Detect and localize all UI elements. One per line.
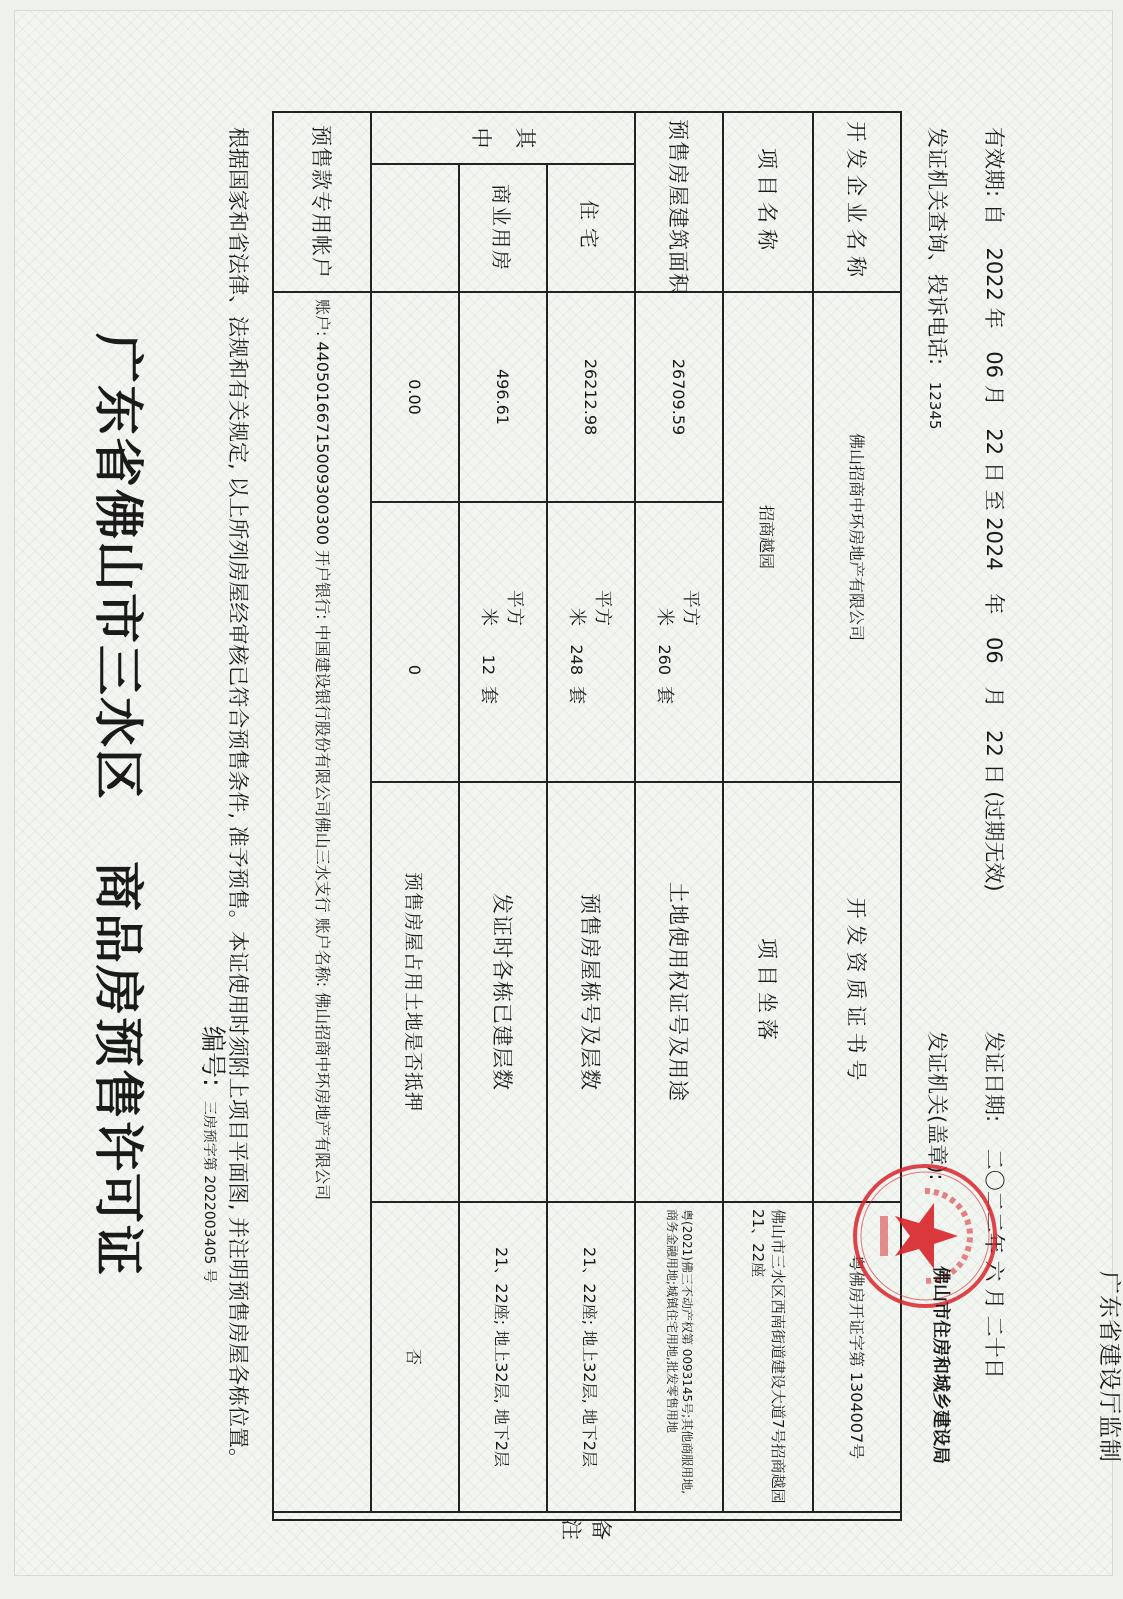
supervisor-text: 广东省建设厅监制 bbox=[1096, 1271, 1122, 1463]
complaint-line bbox=[923, 127, 953, 429]
remarks-label: 备 注 bbox=[559, 1519, 613, 1559]
commercial-unit: 平方米 bbox=[477, 589, 525, 626]
residential-set-unit: 套 bbox=[565, 686, 587, 705]
start-year: 2022 bbox=[982, 247, 1006, 301]
issue-label: 发证日期: bbox=[982, 1031, 1006, 1123]
qualification-label: 开发资质证书号 bbox=[813, 782, 901, 1202]
document-title bbox=[78, 11, 158, 1599]
star-icon bbox=[895, 1203, 958, 1269]
table-row bbox=[459, 112, 547, 1520]
table-row bbox=[547, 112, 635, 1520]
residential-value: 26212.98 bbox=[547, 292, 635, 502]
remarks-cell bbox=[273, 1512, 901, 1559]
area-value: 26709.59 bbox=[635, 292, 723, 502]
qizhong-label: 其中 bbox=[371, 112, 635, 164]
official-seal bbox=[850, 1161, 1000, 1311]
area-label: 预售房屋建筑面积 bbox=[635, 112, 723, 292]
blank-count: 0 bbox=[405, 664, 425, 675]
day-char: 日 bbox=[982, 763, 1006, 785]
residential-label: 住宅 bbox=[547, 164, 635, 292]
buildings-value: 21、22座; 地上32层, 地下2层 bbox=[547, 1202, 635, 1512]
complaint-label: 发证机关查询、投诉电话: bbox=[925, 127, 949, 366]
residential-count: 248 bbox=[566, 644, 586, 675]
start-month: 06 bbox=[982, 351, 1006, 379]
issue-date: 二〇二二年 六 月 二十日 bbox=[982, 1148, 1006, 1379]
location-label: 项目坐落 bbox=[723, 782, 813, 1202]
title-permit: 商品房预售许可证 bbox=[89, 861, 147, 1277]
project-label: 项目名称 bbox=[723, 112, 813, 292]
permit-paper bbox=[14, 10, 1122, 1576]
declaration-text: 根据国家和省法律、法规和有关规定, 以上所列房屋经审核已符合预售条件, 准予预售。本证使用时须附上项目平面图, 并注明预售房屋各栋位置。 bbox=[226, 127, 250, 1470]
land-label: 土地使用权证号及用途 bbox=[635, 782, 723, 1202]
blank-value: 0.00 bbox=[371, 292, 459, 502]
year-char: 年 bbox=[982, 307, 1006, 329]
land-value: 粤(2021)佛三不动产权第 0093145号;其他商服用地,商务金融用地;城镇住宅用地,批发零售用地 bbox=[635, 1202, 723, 1512]
end-day: 22 bbox=[982, 730, 1006, 757]
validity-line bbox=[980, 127, 1010, 892]
table-row bbox=[273, 112, 371, 1520]
commercial-units-cell bbox=[459, 502, 547, 782]
account-value: 账户: 44050166715009300300 开户银行: 中国建设银行股份有限公司佛山三水支行 账户名称: 佛山招商中环房地产有限公司 bbox=[273, 292, 371, 1512]
developer-label: 开发企业名称 bbox=[813, 112, 901, 292]
authority-label: 发证机关(盖章): bbox=[925, 1031, 949, 1181]
mortgage-label: 预售房屋占用土地是否抵押 bbox=[371, 782, 459, 1202]
area-set-unit: 套 bbox=[653, 686, 675, 705]
end-year: 2024 bbox=[982, 517, 1006, 571]
built-label: 发证时各栋已建层数 bbox=[459, 782, 547, 1202]
to-char: 至 bbox=[982, 489, 1006, 511]
permit-table bbox=[272, 111, 902, 1559]
day-char: 日 bbox=[982, 461, 1006, 483]
number-label: 编号: bbox=[197, 1026, 227, 1087]
authority-name: 佛山市住房和城乡建设局 bbox=[930, 1266, 951, 1464]
qualification-value: 粤佛房开证字第 1304007号 bbox=[813, 1202, 901, 1512]
year-char: 年 bbox=[982, 593, 1006, 615]
permit-document bbox=[15, 11, 1123, 1599]
complaint-phone: 12345 bbox=[926, 381, 944, 430]
month-char: 月 bbox=[982, 384, 1006, 406]
developer-value: 佛山招商中环房地产有限公司 bbox=[813, 292, 901, 782]
table-row bbox=[635, 112, 723, 1520]
account-label: 预售款专用帐户 bbox=[273, 112, 371, 292]
expire-note: (过期无效) bbox=[982, 791, 1006, 892]
commercial-count: 12 bbox=[478, 654, 498, 675]
end-month: 06 bbox=[982, 637, 1006, 664]
mortgage-value: 否 bbox=[371, 1202, 459, 1512]
table-row bbox=[371, 112, 459, 1520]
validity-label: 有效期: 自 bbox=[982, 127, 1006, 225]
commercial-label: 商业用房 bbox=[459, 164, 547, 292]
blank-label bbox=[371, 164, 459, 292]
residential-units-cell bbox=[547, 502, 635, 782]
location-value: 佛山市三水区西南街道建设大道7号招商越园21、22座 bbox=[723, 1202, 813, 1512]
commercial-value: 496.61 bbox=[459, 292, 547, 502]
project-value: 招商越园 bbox=[723, 292, 813, 782]
table-row bbox=[723, 112, 813, 1520]
area-units-cell bbox=[635, 502, 723, 782]
buildings-label: 预售房屋栋号及层数 bbox=[547, 782, 635, 1202]
area-unit: 平方米 bbox=[653, 589, 701, 626]
commercial-set-unit: 套 bbox=[477, 686, 499, 705]
built-value: 21、22座; 地上32层, 地下2层 bbox=[459, 1202, 547, 1512]
blank-units-cell bbox=[371, 502, 459, 782]
title-region: 广东省佛山市三水区 bbox=[89, 333, 147, 801]
residential-unit: 平方米 bbox=[565, 589, 613, 626]
area-count: 260 bbox=[654, 644, 674, 675]
number-value: 三房预字第 2022003405 号 bbox=[201, 1100, 217, 1283]
start-day: 22 bbox=[982, 428, 1006, 456]
month-char: 月 bbox=[982, 686, 1006, 708]
